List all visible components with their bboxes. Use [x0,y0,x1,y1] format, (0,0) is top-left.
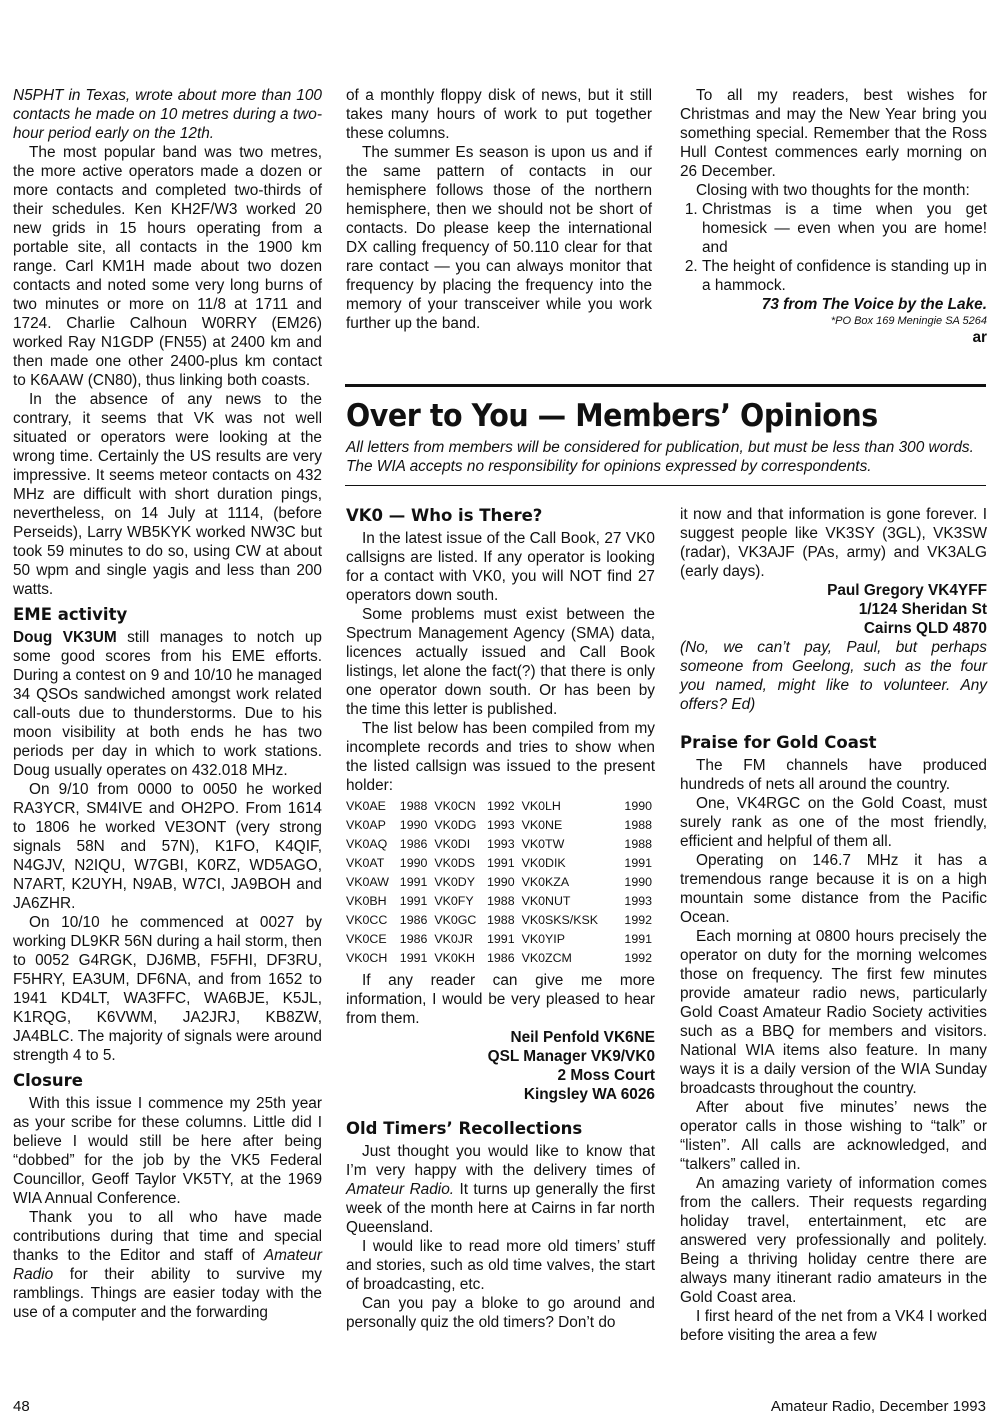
signature-line: Cairns QLD 4870 [863,620,987,637]
paragraph: Can you pay a bloke to go around and personally quiz the old timers? Don’t do [346,1295,655,1331]
paragraph: of a monthly floppy disk of news, but it still takes many hours of work to put together these columns. [346,87,652,142]
page-number: 48 [13,1398,30,1415]
editor-note: (No, we can’t pay, Paul, but perhaps someone from Geelong, such as the four you named, might like to volunteer. Any offers? Ed) [680,639,987,713]
paragraph: I would like to read more old timers’ stuff and stories, such as old time valves, the start of broadcasting, etc. [346,1238,655,1293]
paragraph: On 9/10 from 0000 to 0050 he worked RA3YCR, SM4IVE and OH2PO. From 1614 to 1806 he worked VE3ONT (very strong signals 58N and 57N), K1FO, K4QIF, N4GJV, N2IQU, W7GBI, K0RZ, WD5AGO, N7ART, K2UYH, N9AB, W7CI, JA9BOH and JA6ZHR. [13,781,322,912]
year-cell: 1988 [624,818,652,832]
paragraph: Operating on 146.7 MHz it has a tremendous range because it is on a high mountain some distance from the Pacific Ocean. [680,852,987,926]
callsign-cell: VK0ZCM [521,951,572,965]
callsign-cell: VK0GC [434,913,477,927]
year-cell: 1986 [399,932,428,946]
author-address: *PO Box 169 Meningie SA 5264 [830,315,987,327]
callsign-cell: VK0TW [521,837,565,851]
column-2-top [346,86,652,333]
callsign-cell: VK0DIK [521,856,566,870]
callsign-cell: VK0NUT [521,894,571,908]
callsign-row [346,911,652,930]
signature-line: Paul Gregory VK4YFF [827,582,987,599]
section-rule-top [345,384,986,387]
callsign-row [346,892,652,911]
callsign-table [346,797,652,968]
callsign-cell: VK0JR [434,932,473,946]
paragraph: Thank you to all who have made contributions during that time and special thanks to the Editor and staff of Amateur Radio for their ability to survive my ramblings. Things are easier today with the use of a computer and the forwarding [13,1209,322,1321]
callsign-row [346,873,652,892]
paragraph: The summer Es season is upon us and if the same pattern of contacts in our hemisphere follows those of the northern hemisphere, then we should not be short of contacts. Do please keep the international DX calling frequency of 50.110 clear for that rare contact — you can always monitor that frequency by placing the frequency into the memory of your transceiver while you work further up the band. [346,144,652,332]
paragraph: The list below has been compiled from my incomplete records and tries to show when the listed callsign was issued to the present holder: [346,720,655,794]
callsign-cell: VK0AW [346,875,389,889]
list-item: 2. The height of confidence is standing up in a hammock. [702,257,987,295]
year-cell: 1991 [487,856,515,870]
section-rule-bottom [345,485,986,486]
year-cell: 1990 [624,875,652,889]
paragraph: On 10/10 he commenced at 0027 by working DL9KR 56N during a hail storm, then to 0052 G4RGK, DJ6MB, F5FHI, DF3RU, F5HRY, EA3UM, DF6NA, and from 1652 to 1941 KD4LT, WA3FFC, WA6BJE, K5JL, K1RQG, K6VWM, JA2JRJ, KB8ZW, JA4BLC. The majority of signals were around strength 4 to 5. [13,914,322,1064]
paragraph: One, VK4RGC on the Gold Coast, must surely rank as one of the most friendly, efficient and helpful of them all. [680,795,987,850]
paragraph: it now and that information is gone forever. I suggest people like VK3SY (3GL), VK3SW (radar), VK3AJF (PAs, army) and VK3ALG (early days). [680,506,987,580]
callsign-cell: VK0KH [434,951,475,965]
year-cell: 1986 [487,951,515,965]
paragraph: With this issue I commence my 25th year as your scribe for these columns. Little did I believe I would still be here after being “dobbed” for the job by the VK5 Federal Councillor, Geoff Taylor VK5TY, at the 1969 WIA Annual Conference. [13,1095,322,1207]
paragraph: To all my readers, best wishes for Christmas and may the New Year bring you something special. Remember that the Ross Hull Contest commences early morning on 26 December. [680,87,987,180]
letter-title-old-timers: Old Timers’ Recollections [346,1119,583,1138]
callsign-cell: VK0CH [346,951,388,965]
paragraph: I first heard of the net from a VK4 I worked before visiting the area a few [680,1308,987,1344]
year-cell: 1991 [624,932,652,946]
signature-line: Neil Penfold VK6NE [510,1029,655,1046]
callsign-cell: VK0FY [434,894,474,908]
callsign-cell: VK0AT [346,856,385,870]
column-2-bottom [346,505,655,1332]
callsign-cell: VK0DG [434,818,477,832]
year-cell: 1986 [399,837,428,851]
section-heading-closure: Closure [13,1071,83,1090]
callsign-cell: VK0AQ [346,837,388,851]
paragraph: The most popular band was two metres, the more active operators made a dozen or more contacts and completed two-thirds of their schedules. Ken KH2F/W3 worked 20 new grids in 15 hours operating from a portable site, all contacts in the 1900 km range. Carl KM1H made about two dozen contacts and noted some very long burns of two minutes or more on 11/8 at 1711 and 1724. Charlie Calhoun W0RRY (EM26) worked Ray N1GDP (FN55) at 2400 km and then made one other 2400-plus km contact to K6AAW (CN80), thus linking both coasts. [13,144,322,389]
year-cell: 1992 [624,913,652,927]
callsign-row [346,930,652,949]
year-cell: 1992 [624,951,652,965]
year-cell: 1991 [399,875,428,889]
callsign-cell: VK0BH [346,894,387,908]
callsign-cell: VK0NE [521,818,563,832]
signature-line: 1/124 Sheridan St [858,601,987,618]
callsign-cell: VK0CC [346,913,388,927]
section-intro: All letters from members will be considered for publication, but must be less than 300 words. The WIA accepts no responsibility for opinions expressed by correspondents. [346,439,974,475]
callsign-cell: VK0DS [434,856,475,870]
paragraph: In the absence of any news to the contrary, it seems that VK was not well situated or operators were looking at the wrong time. Certainly the US results are very impressive. It seems meteor contacts on 432 MHz are difficult with short duration pings, nevertheless, on 14 July at 1114, (before Perseids), Larry WB5KYK worked NW3C but took 59 minutes to do so, using CW at about 50 wpm and single yagis and less than 200 watts. [13,391,322,598]
year-cell: 1988 [624,837,652,851]
callsign-cell: VK0YIP [521,932,565,946]
callsign-cell: VK0LH [521,799,561,813]
thoughts-list [680,200,987,295]
year-cell: 1990 [487,875,515,889]
year-cell: 1986 [399,913,428,927]
year-cell: 1991 [487,932,515,946]
callsign-cell: VK0KZA [521,875,570,889]
callsign-cell: VK0DY [434,875,475,889]
year-cell: 1988 [399,799,428,813]
paragraph: Doug VK3UM still manages to notch up some good scores from his EME efforts. During a contest on 9 and 10/10 he managed 34 QSOs sandwiched amongst work related call-outs due to thunderstorms. Due to his moon visibility at both ends he has two periods per day in which to work stations. Doug usually operates on 432.018 MHz. [13,629,322,779]
callsign-row [346,854,652,873]
callsign-cell: VK0CN [434,799,476,813]
callsign-cell: VK0SKS/KSK [521,913,599,927]
column-3-bottom [680,505,987,1345]
year-cell: 1988 [487,913,515,927]
callsign-cell: VK0CE [346,932,387,946]
paragraph: The FM channels have produced hundreds of nets all around the country. [680,757,987,793]
callsign-row [346,797,652,816]
list-item: 1. Christmas is a time when you get homesick — even when you are home! and [702,200,987,257]
year-cell: 1993 [487,837,515,851]
section-heading-eme: EME activity [13,605,128,624]
callsign-row [346,816,652,835]
letter-title-vk0: VK0 — Who is There? [346,506,543,525]
callsign-cell: VK0AP [346,818,386,832]
paragraph: Closing with two thoughts for the month: [696,182,970,199]
year-cell: 1992 [487,799,515,813]
paragraph: An amazing variety of information comes from the callers. Their requests regarding holiday travel, entertainment, etc are answered very professionally and politely. Being a thriving holiday centre there are always many itinerant radio amateurs in the Gold Coast area. [680,1175,987,1306]
letter-title-gold-coast: Praise for Gold Coast [680,733,877,752]
year-cell: 1990 [399,856,428,870]
year-cell: 1988 [487,894,515,908]
signature-line: 2 Moss Court [557,1067,655,1084]
publication-footer: Amateur Radio, December 1993 [770,1398,986,1415]
paragraph: Just thought you would like to know that I’m very happy with the delivery times of Amateur Radio. It turns up generally the first week of the month here at Cairns in far north Queensland. [346,1143,655,1236]
section-headline: Over to You — Members’ Opinions [346,398,878,434]
column-3-top [680,86,987,347]
lead-name: Doug VK3UM [13,629,117,646]
signature-line: QSL Manager VK9/VK0 [487,1048,655,1065]
year-cell: 1990 [399,818,428,832]
callsign-row [346,949,652,968]
year-cell: 1991 [399,894,428,908]
signoff: 73 from The Voice by the Lake. [761,296,987,313]
signature-line: Kingsley WA 6026 [523,1086,655,1103]
paragraph: After about five minutes’ news the operator calls in those wishing to “talk” or “listen”. All calls are acknowledged, and “talkers” called in. [680,1099,987,1173]
end-mark: ar [972,329,987,346]
paragraph: Each morning at 0800 hours precisely the operator on duty for the morning welcomes those on frequency. The first few minutes provide amateur radio news, particularly Gold Coast Amateur Radio Society activities such as a BBQ for members and visitors. National WIA items also feature. In many ways it is a daily version of the WIA Sunday broadcasts throughout the country. [680,928,987,1097]
paragraph: In the latest issue of the Call Book, 27 VK0 callsigns are listed. If any operator is looking for a contact with VK0, you will NOT find 27 operators down south. [346,530,655,604]
column-1 [13,86,322,1322]
year-cell: 1993 [487,818,515,832]
year-cell: 1993 [624,894,652,908]
callsign-row [346,835,652,854]
paragraph: If any reader can give me more information, I would be very pleased to hear from them. [346,972,655,1027]
paragraph: Some problems must exist between the Spectrum Management Agency (SMA) data, licences actually issued and Call Book listings, let alone the fact(?) that there is only one operator down south. Or has been by the time this letter is published. [346,606,655,718]
paragraph: N5PHT in Texas, wrote about more than 100 contacts he made on 10 metres during a two-hour period early on the 12th. [13,87,322,142]
callsign-cell: VK0AE [346,799,386,813]
callsign-cell: VK0DI [434,837,471,851]
year-cell: 1991 [399,951,428,965]
year-cell: 1990 [624,799,652,813]
year-cell: 1991 [624,856,652,870]
